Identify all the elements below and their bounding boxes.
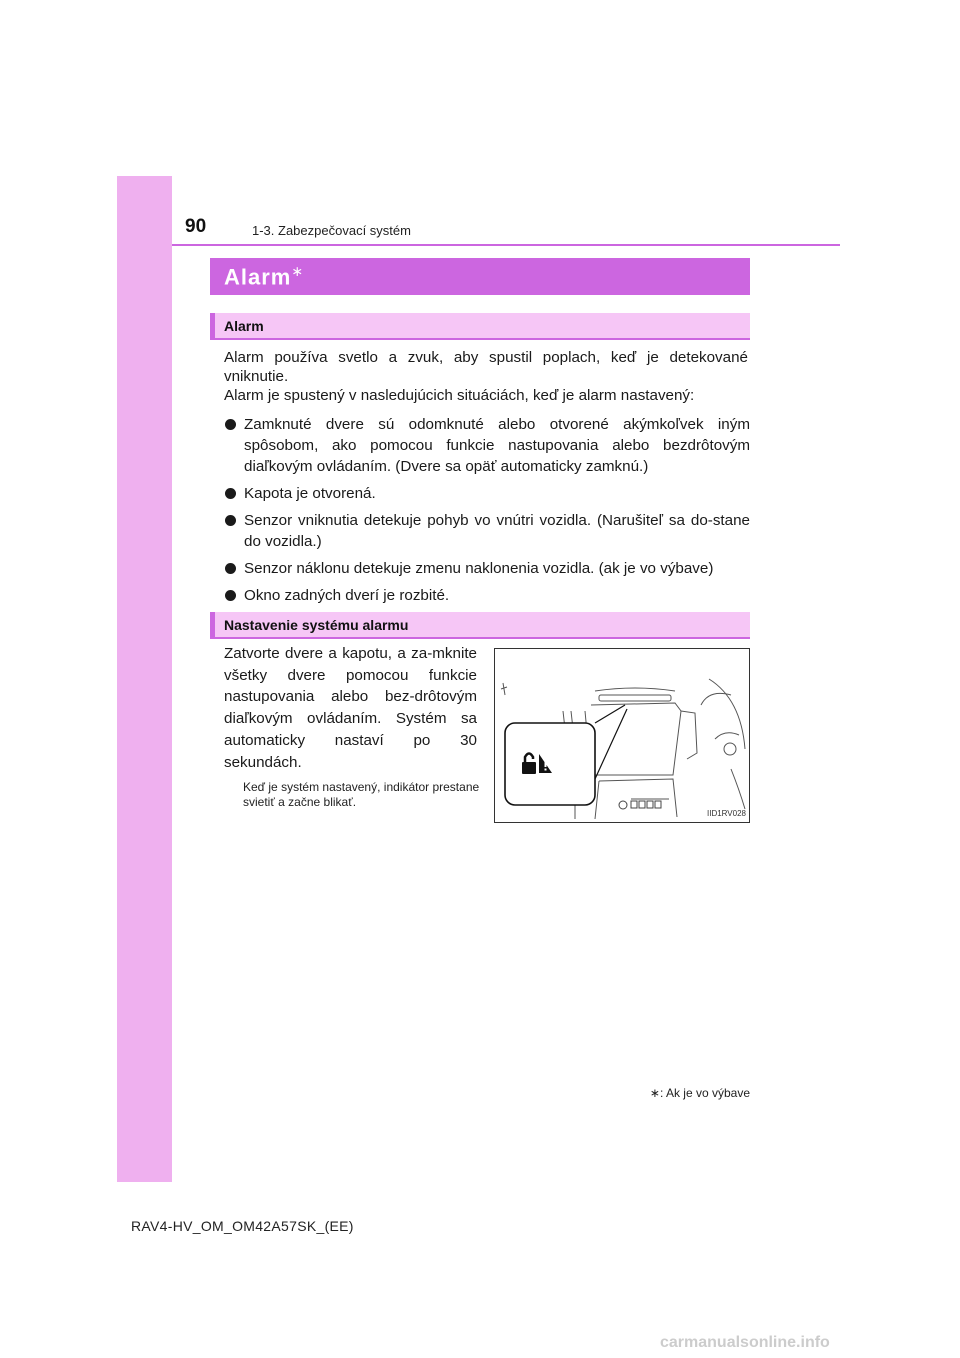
page-number: 90	[185, 216, 207, 237]
bullet-icon	[225, 515, 236, 526]
intro-line-1: Alarm používa svetlo a zvuk, aby spustil poplach, keď je detekované vniknutie.	[224, 349, 748, 385]
section-header: 1-3. Zabezpečovací systém	[252, 223, 411, 238]
dashboard-illustration	[494, 648, 750, 823]
header-rule	[172, 244, 840, 246]
subsection-bar-alarm	[210, 313, 750, 340]
footnote-text: : Ak je vo výbave	[659, 1086, 750, 1100]
footnote	[610, 1086, 750, 1100]
intro-line-2: Alarm je spustený v nasledujúcich situáciách, keď je alarm nastavený:	[224, 387, 695, 404]
list-item-text: Okno zadných dverí je rozbité.	[244, 587, 450, 604]
list-item	[224, 414, 750, 477]
watermark: carmanualsonline.info	[660, 1334, 830, 1351]
bullet-icon	[225, 488, 236, 499]
page-title-text: Alarm	[224, 264, 292, 290]
subsection-heading: Nastavenie systému alarmu	[224, 617, 409, 633]
list-item-text: Zamknuté dvere sú odomknuté alebo otvorené akýmkoľvek iným spôsobom, ako pomocou funkcie nastupovania alebo bezdrôtovým diaľkovým ovládaním. (Dvere sa opäť automaticky zamknú.)	[244, 416, 750, 475]
setup-paragraph: Zatvorte dvere a kapotu, a za-mknite všetky dvere pomocou funkcie nastupovania alebo bez-drôtovým diaľkovým ovládaním. Systém sa automaticky nastaví po 30 sekundách.	[224, 645, 477, 771]
trigger-list	[224, 414, 750, 612]
list-item	[224, 558, 750, 579]
footnote-mark: ∗	[649, 1086, 660, 1100]
bullet-icon	[225, 563, 236, 574]
setup-note: Keď je systém nastavený, indikátor prestane svietiť a začne blikať.	[243, 780, 480, 809]
intro-paragraph	[224, 348, 748, 405]
list-item	[224, 510, 750, 552]
title-bar	[210, 258, 750, 295]
list-item-text: Kapota je otvorená.	[244, 485, 376, 502]
side-strip	[117, 176, 172, 1182]
list-item-text: Senzor náklonu detekuje zmenu naklonenia vozidla. (ak je vo výbave)	[244, 560, 714, 577]
footer-code: RAV4-HV_OM_OM42A57SK_(EE)	[131, 1218, 354, 1234]
list-item	[224, 483, 750, 504]
title-footnote-mark: ∗	[291, 263, 305, 279]
page-title	[224, 263, 304, 290]
list-item	[224, 585, 750, 606]
bullet-icon	[225, 590, 236, 601]
bullet-icon	[225, 419, 236, 430]
figure-code: IID1RV028	[707, 809, 746, 818]
subsection-bar-setup	[210, 612, 750, 639]
list-item-text: Senzor vniknutia detekuje pohyb vo vnútri vozidla. (Narušiteľ sa do-stane do vozidla.)	[244, 512, 750, 550]
subsection-heading: Alarm	[224, 318, 264, 334]
dashboard-drawing	[495, 649, 749, 822]
